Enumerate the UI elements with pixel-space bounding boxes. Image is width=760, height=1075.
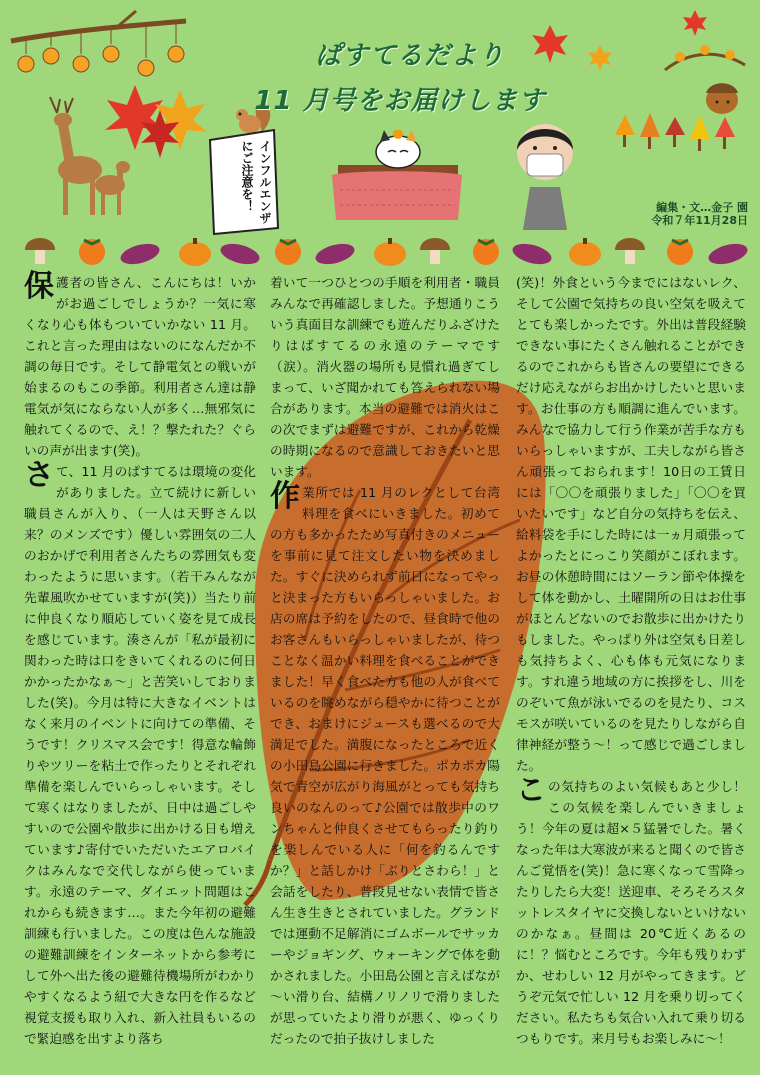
editor-info — [608, 201, 748, 227]
branch-with-acorns-icon — [6, 6, 196, 86]
article-column-1 — [24, 269, 256, 1049]
mushroom-icon — [615, 238, 645, 264]
paragraph-text: 着いて一つひとつの手順を利用者・職員みんなで再確認しました。予想通りこういう真面目な訓練でも遊んだりふざけたりはばすてるの永遠のテーマです（涙）。消火器の場所も見慣れ過ぎてしまって、いざ聞かれても答えられない場合があります。本当の避難では消火はこの次でまずは避難ですが、これから乾燥の時期になるので意識しておきたいと思います。 — [270, 275, 500, 479]
paragraph-text: 業所では 11 月のレクとして台湾料理を食べにいきました。初めての方も多かったため写真付きのメニューを事前に見て注文したい物を決めました。すぐに決められず前日になってやっと決まった方もいらっしゃいました。お店の席は予約をしたので、昼食時で他のお客さんもいらっしゃいましたが、待つことなく温かい料理を食べることができました！早く食べた方も他の人が食べているのを眺めながら穏やかに待つことができ、おまけにジュースも選べるので大満足でした。満腹になったところで近くの小田島公園に行きました。ポカポカ陽気で青空が広がり海風がとっても気持ち良いのなんのって♪公園では散歩中のワンちゃんと仲良くさせてもらったり釣りを楽しんでいる人に「何を釣るんですか？」と話しかけ「ぶりとさわら！」と会話をしたり、普段見せない表情で皆さん生き生きとされていました。グランドでは運動不足解消にゴムボールでサッカーやジョギング、ウォーキングで体を動かされました。小田島公園と言えばなが～い滑り台、結構ノリノリで滑りましたが思っていたより滑りが悪く、ゆっくりだったので拍子抜けしました — [270, 485, 500, 1046]
paragraph-text: 護者の皆さん、こんにちは！いかがお過ごしでしょうか？一気に寒くなり心も体もついていかない 11 月。これと言った理由はないのになんだか不調の毎日です。そして静電気との戦いが始まるのもこの季節。利用者さん達は静電気が気にならない人が多く…無邪気に触れてくるので、え！？撃たれた？ぐらいの声が出ます(笑)。 — [24, 275, 256, 458]
persimmon-icon — [79, 239, 105, 265]
sweet-potato-icon — [218, 240, 261, 268]
paragraph — [24, 458, 256, 1049]
sweet-potato-icon — [706, 240, 749, 268]
paragraph-text: て、11 月のぱすてるは環境の変化がありました。立て続けに新しい職員さんが入り、（一人は天野さん以来？のメンズです）優しい雰囲気の二人のおかげで利用者さんたちの雰囲気も変わったように思います。（若干みんなが先輩風吹かせていますが(笑)）当たり前に仲良くなり順応していく姿を見て成長を感じています。湊さんが「私が最初に関わった時は口をきいてくれるのに何日かかったかなぁ～」と苦笑いしておりました(笑)。今月は特に大きなイベントはなく来月のイベントに向けての準備、そうです！クリスマス会です！得意な輪飾りやツリーを粘土で作ったりとそれぞれ準備を楽しんでいらっしゃいます。そして寒くはなりましたが、日中は過ごしやすいので公園や散歩に出かける日も増えています♪寄付でいただいたエアロバイクはみんなで交代しながら使っています。永遠のテーマ、ダイエット問題はこれからも続きます…。また今年初の避難訓練も行いました。この度は色んな施設の避難訓練をインターネットから参考にして外へ出た後の避難待機場所がわかりやすくなるよう紐で大きな円を作るなど視覚支援も取り入れ、新入社員もいるので緊迫感を出すより落ち — [24, 464, 256, 1046]
autumn-food-border — [0, 228, 760, 273]
paragraph — [270, 272, 500, 482]
cat-on-kotatsu-icon — [330, 130, 465, 225]
paragraph — [24, 269, 256, 461]
issue-date: 令和７年11月28日 — [651, 214, 748, 227]
persimmon-icon — [667, 239, 693, 265]
paragraph — [516, 272, 746, 776]
article-column-3 — [516, 272, 746, 1049]
article-body — [0, 269, 760, 1075]
mushroom-icon — [420, 238, 450, 264]
paragraph-text: (笑)！外食という今までにはないレク、そして公園で気持ちの良い空気を吸えてとても楽しかったです。外出は普段経験できない事にたくさん触れることができるのでこれからも皆さんの要望にできるだけ応えながらお出かけしたいと思います。お仕事の方も順調に進んでいます。みんなで協力して行う作業が苦手な方もいらっしゃいますが、工夫しながら皆さん頑張っておられます！10日の工賃日には「〇〇を頑張りました」「〇〇を買いたいです」など自分の気持ちを伝え、給料袋を手にした時には一ヵ月頑張ってよかったとにっこり笑顔がこぼれます。お昼の休憩時間にはソーラン節や体操をして体を動かし、土曜開所の日はお仕事がほとんどないのでお散歩に出かけたりもしました。やっぱり外は空気も日差しも気持ちよく、心も体も元気になります。すれ違う地域の方に挨拶をし、川をのぞいて魚が泳いでるのを見たり、コスモスが咲いているのを見たりしながら自律神経が整う～！って感じで過ごしました。 — [516, 275, 746, 773]
newsletter-subtitle: 11 月号をお届けします — [254, 86, 546, 116]
drop-cap: さ — [24, 458, 54, 493]
flu-notice: インフルエンザにご注意を！ — [240, 140, 272, 224]
deer-icon — [35, 95, 135, 225]
paragraph — [270, 479, 500, 1049]
newsletter-title: ぱすてるだより — [315, 41, 505, 71]
drop-cap: 保 — [24, 269, 54, 304]
persimmon-icon — [275, 239, 301, 265]
editor-name: 編集・文…金子 園 — [656, 201, 748, 214]
drop-cap: 作 — [270, 479, 300, 514]
persimmon-icon — [473, 239, 499, 265]
pumpkin-icon — [569, 238, 601, 266]
pumpkin-icon — [179, 238, 211, 266]
mushroom-icon — [25, 238, 55, 264]
article-column-2 — [270, 272, 500, 1049]
sweet-potato-icon — [118, 240, 161, 268]
sweet-potato-icon — [313, 240, 356, 268]
pumpkin-icon — [374, 238, 406, 266]
paragraph — [516, 773, 746, 1049]
sweet-potato-icon — [510, 240, 553, 268]
drop-cap: こ — [516, 773, 546, 808]
paragraph-text: の気持ちのよい気候もあと少し！この気候を楽しんでいきましょう！今年の夏は超×５猛暑でした。暑くなった年は大寒波が来ると聞くので皆さんご覚悟を(笑)！急に寒くなって雪降ったりしたら大変！送迎車、そろそろスタットレスタイヤに交換しないといけないのかなぁ。昼間は 20℃近くあるのに！？悩むところです。今年も残りわずか、せわしい 12 月がやってきます。どうぞ元気で忙しい 12 月を乗り切ってください。私たちも気合い入れて乗り切るつもりです。来月号もお楽しみに～！ — [516, 779, 746, 1046]
